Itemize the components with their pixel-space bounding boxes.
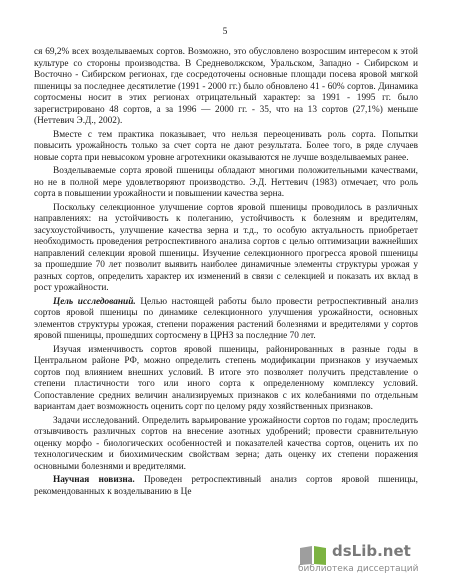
- watermark-brand: dsLib.net: [332, 542, 411, 560]
- book-logo-icon: [298, 544, 328, 566]
- paragraph-text: Задачи исследований. Определить варьирование урожайности сортов по годам; проследить отзывчивость различных сортов на внесение азотных удобрений; провести сравнительную оценку морфо - биологических особенностей и показателей качества сортов, оценить их по технологическим и биохимическим свойствам зерна; дать оценку их степени поражения основными болезнями и вредителями.: [34, 415, 418, 472]
- paragraph-tasks: [34, 416, 418, 474]
- watermark-tagline: библиотека диссертаций: [298, 564, 419, 574]
- paragraph-lead-goal: Цель исследований.: [53, 296, 136, 307]
- paragraph-3: [34, 166, 418, 201]
- paragraph-2: [34, 130, 418, 165]
- paragraph-6: [34, 345, 418, 414]
- paragraph-text: Целью настоящей работы было провести ретроспективный анализ сортов яровой пшеницы по динамике селекционного улучшения урожайности, основных элементов структуры урожая, степени поражения растений болезнями и вредителями у сортов яровой пшеницы, прошедших сортосмену в ЦРНЗ за последние 70 лет.: [34, 296, 419, 341]
- paragraph-4: [34, 203, 418, 295]
- watermark: [298, 542, 440, 576]
- paragraph-lead-novelty: Научная новизна.: [53, 475, 135, 485]
- paragraph-text: Поскольку селекционное улучшение сортов яровой пшеницы проводилось в различных направлениях: на устойчивость к полеганию, устойчивость к болезням и вредителям, засухоустойчивость, улучшение качества зерна и т.д., то особую актуальность приобретает необходимость проведения ретроспективного анализа сортов с целью оптимизации важнейших направлений селекции яровой пшеницы. Изучение селекционного прогресса яровой пшеницы за прошедшие 70 лет позволит выявить наиболее динамичные элементы структуры урожая у разных сортов, определить характер их изменений в связи с селекцией и показать их вклад в рост урожайности.: [34, 202, 418, 293]
- paragraph-text: Изучая изменчивость сортов яровой пшеницы, районированных в разные годы в Центральном районе РФ, можно определить степень модификации признаков у изучаемых сортов под влиянием внешних условий. В итоге это позволяет получить представление о степени пластичности того или иного сорта к определенному комплексу условий. Сопоставление средних величин анализируемых признаков с их колебаниями по отдельным вариантам дает возможность оценить сорт по целому ряду хозяйственных признаков.: [34, 344, 418, 412]
- paragraph-text: Возделываемые сорта яровой пшеницы обладают многими положительными качествами, но не в полной мере удовлетворяют производство. Э.Д. Неттевич (1983) отмечает, что роль сорта в повышении урожайности и повышении качества зерна.: [34, 166, 418, 199]
- paragraph-1: [34, 47, 418, 128]
- paragraph-text: Вместе с тем практика показывает, что нельзя переоценивать роль сорта. Попытки повысить урожайность только за счет сорта не дают результата. Более того, в ряде случаев новые сорта при невысоком уровне агротехники оказываются не лучше возделываемых ранее.: [34, 129, 418, 163]
- paragraph-text: Проведен ретроспективный анализ сортов яровой пшеницы, рекомендованных к возделыванию в Це: [34, 475, 419, 497]
- page-number: 5: [222, 27, 228, 37]
- paragraph-text: ся 69,2% всех возделываемых сортов. Возможно, это обусловлено возросшим интересом к этой культуре со стороны производства. В Средневолжском, Уральском, Западно - Сибирском и Восточно - Сибирском регионах, где сосредоточены основные площади посева яровой мягкой пшеницы за последнее десятилетие (1991 - 2000 гг.) было обновлено 41 - 60% сортов. Динамика сортосмены носит в этих регионах отрицательный характер: за 1991 - 1995 гг. было зарегистрировано 48 сортов, а за 1996 — 2000 гг. - 35, что на 13 сортов (27,1%) меньше (Неттевич Э.Д., 2002).: [34, 47, 418, 126]
- paragraph-goal: [34, 297, 418, 343]
- paragraph-novelty: [34, 475, 418, 498]
- document-body: [34, 47, 418, 500]
